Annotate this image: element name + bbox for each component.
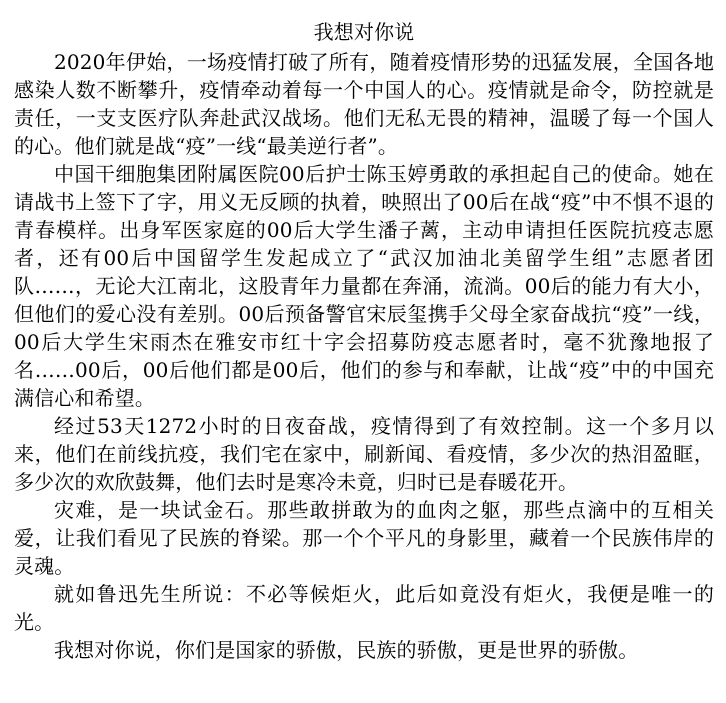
paragraph-4: 灾难，是一块试金石。那些敢拼敢为的血肉之躯，那些点滴中的互相关爱，让我们看见了民族的脊梁。那一个个平凡的身影里，藏着一个民族伟岸的灵魂。 — [14, 498, 714, 578]
paragraph-3: 经过53天1272小时的日夜奋战，疫情得到了有效控制。这一个多月以来，他们在前线抗疫，我们宅在家中，刷新闻、看疫情，多少次的热泪盈眶，多少次的欢欣鼓舞，他们去时是寒冷未竟，归时已是春暖花开。 — [14, 414, 714, 494]
document-title: 我想对你说 — [313, 20, 415, 44]
paragraph-1: 2020年伊始，一场疫情打破了所有，随着疫情形势的迅猛发展，全国各地感染人数不断攀升，疫情牵动着每一个中国人的心。疫情就是命令，防控就是责任，一支支医疗队奔赴武汉战场。他们无私无畏的精神，温暖了每一个国人的心。他们就是战“疫”一线“最美逆行者”。 — [14, 50, 714, 158]
paragraph-2: 中国干细胞集团附属医院00后护士陈玉婷勇敢的承担起自己的使命。她在请战书上签下了字，用义无反顾的执着，映照出了00后在战“疫”中不惧不退的青春模样。出身军医家庭的00后大学生潘子蓠，主动申请担任医院抗疫志愿者，还有00后中国留学生发起成立了“武汉加油北美留学生组”志愿者团队……，无论大江南北，这股青年力量都在奔涌，流淌。00后的能力有大小，但他们的爱心没有差别。00后预备警官宋辰玺携手父母全家奋战抗“疫”一线，00后大学生宋雨杰在雅安市红十字会招募防疫志愿者时，毫不犹豫地报了名……00后，00后他们都是00后，他们的参与和奉献，让战“疫”中的中国充满信心和希望。 — [14, 162, 714, 410]
paragraph-6: 我想对你说，你们是国家的骄傲，民族的骄傲，更是世界的骄傲。 — [54, 638, 639, 662]
paragraph-5: 就如鲁迅先生所说：不必等候炬火，此后如竟没有炬火，我便是唯一的光。 — [14, 582, 714, 634]
document-body — [14, 18, 714, 664]
